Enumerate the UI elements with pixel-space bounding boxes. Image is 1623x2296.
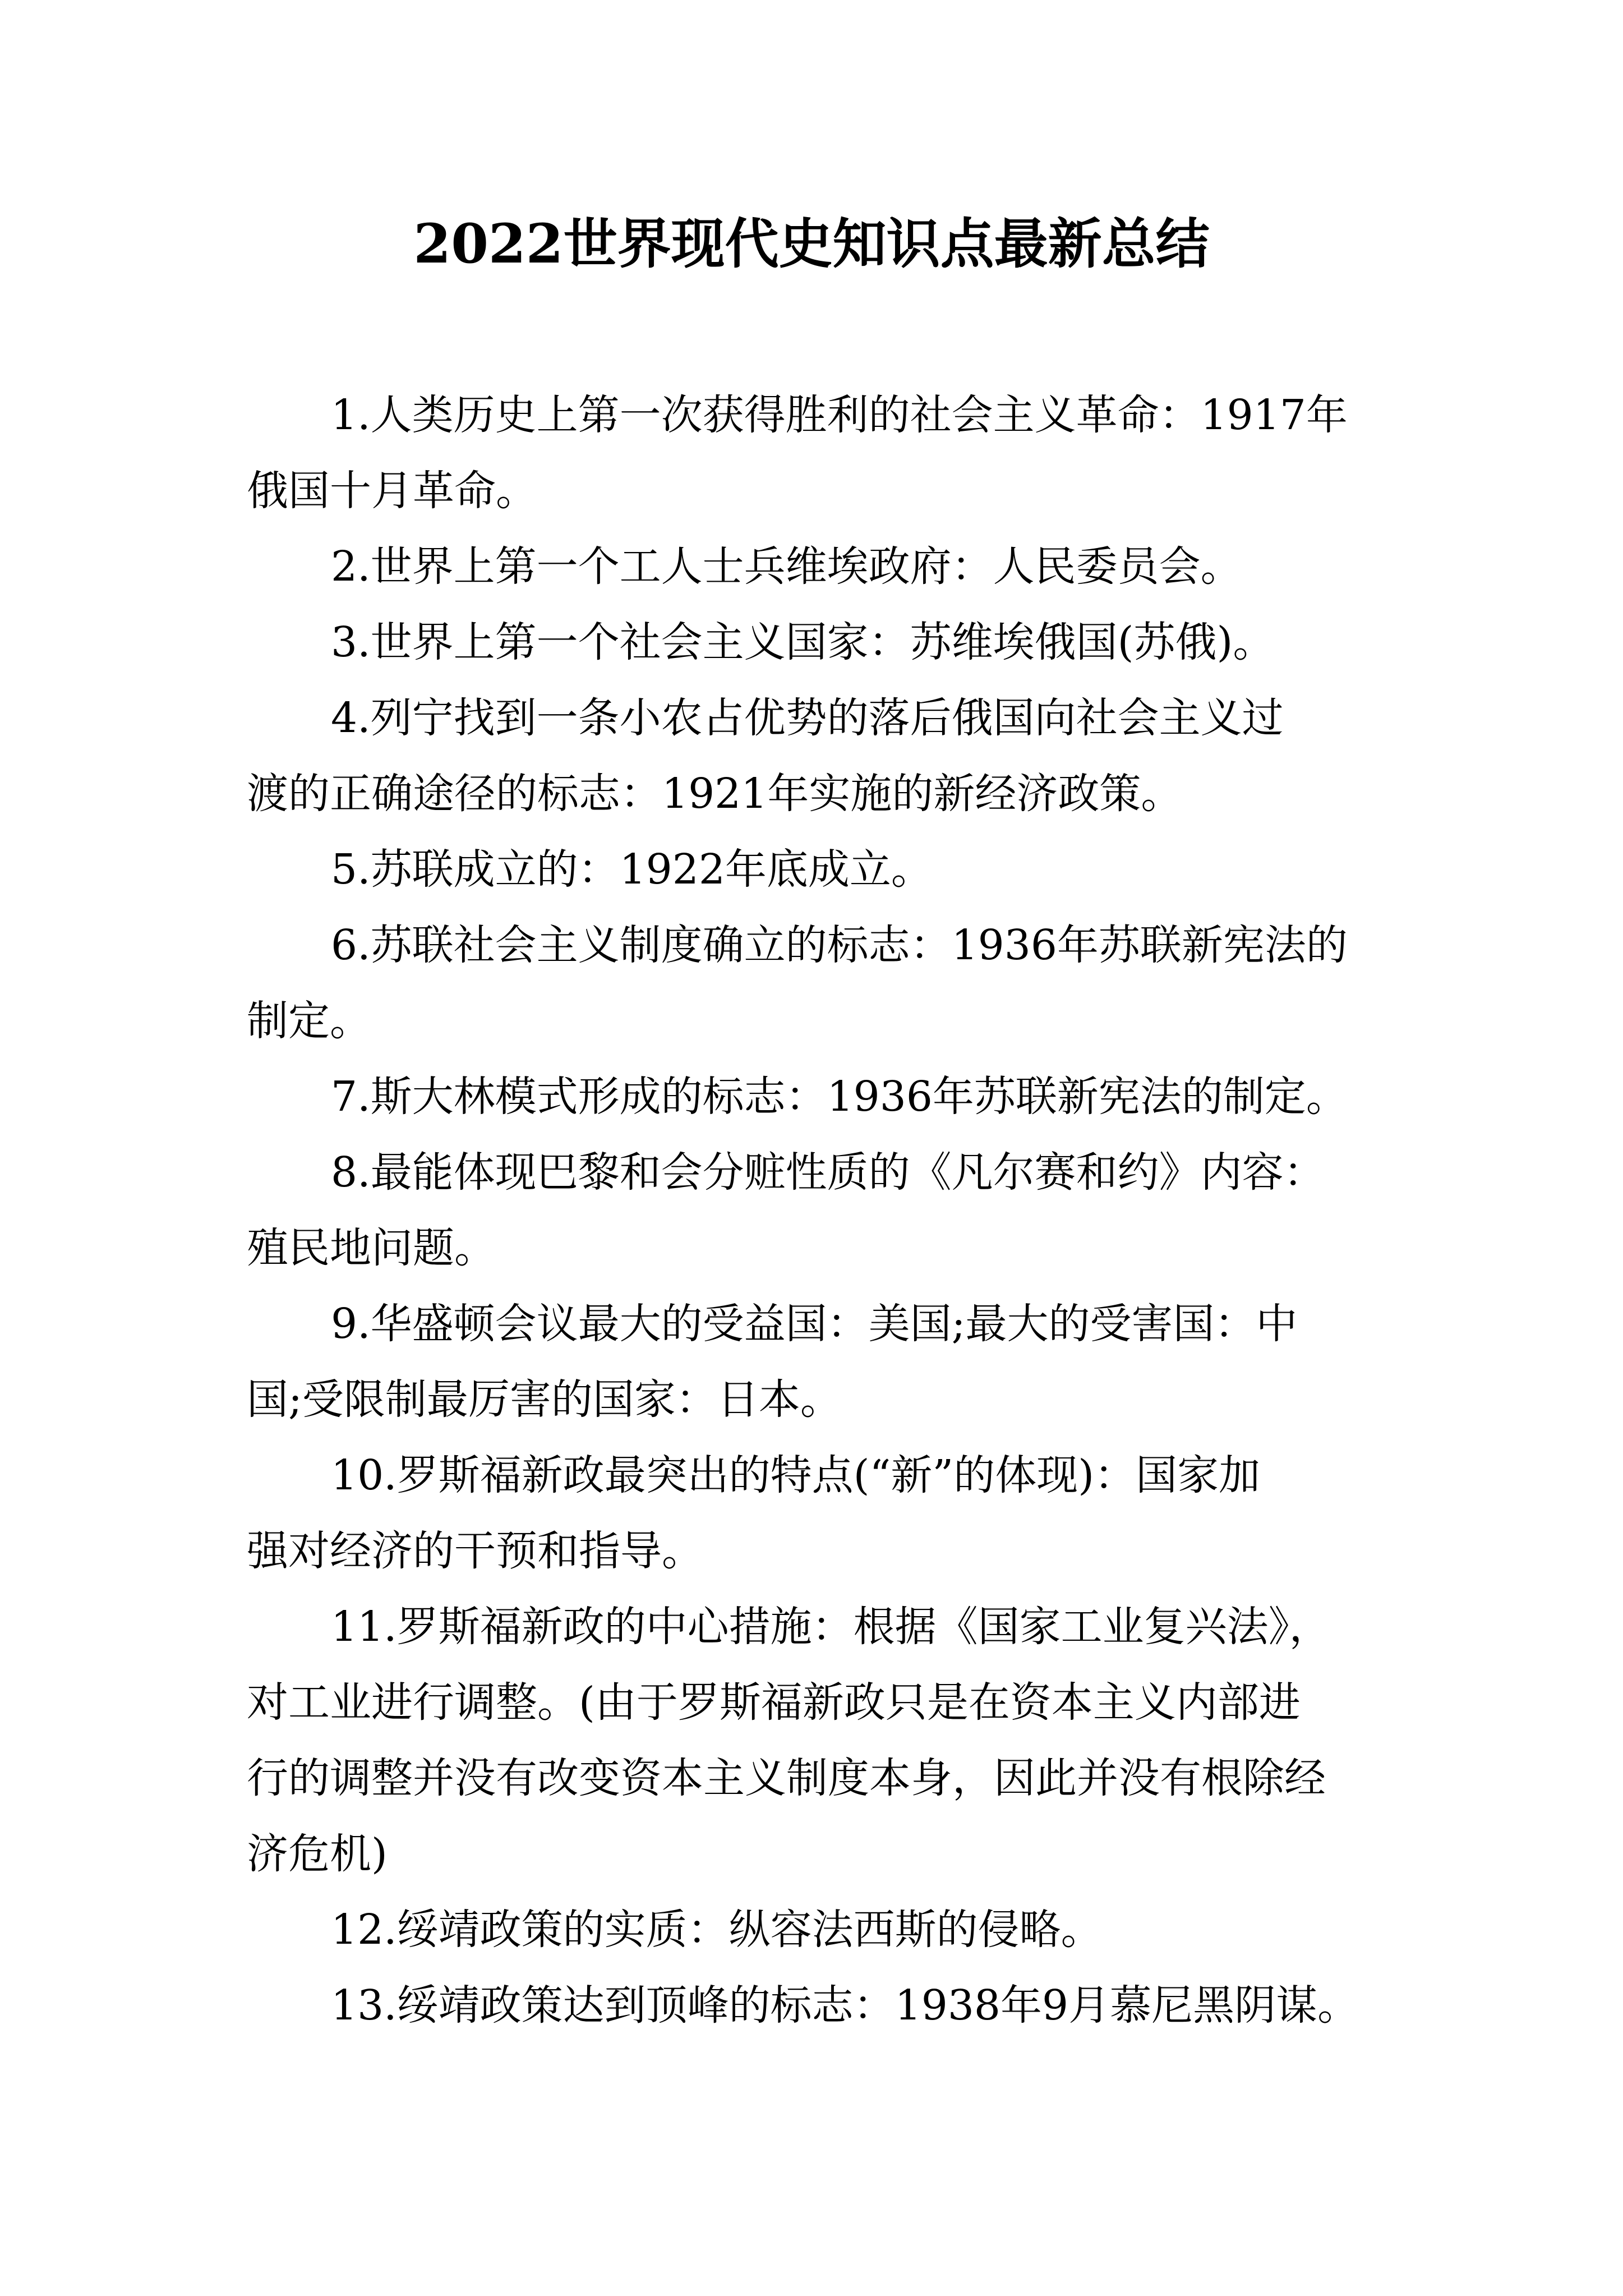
paragraph-10-line-1: 10.罗斯福新政最突出的特点(“新”的体现)：国家加 [331, 1451, 1261, 1499]
page-title: 2022世界现代史知识点最新总结 [413, 212, 1210, 275]
paragraph-7-line-1: 7.斯大林模式形成的标志：1936年苏联新宪法的制定。 [331, 1073, 1348, 1121]
paragraph-8-line-1: 8.最能体现巴黎和会分赃性质的《凡尔赛和约》内容： [331, 1148, 1325, 1197]
paragraph-6-line-1: 6.苏联社会主义制度确立的标志：1936年苏联新宪法的 [331, 921, 1348, 969]
paragraph-8-line-2: 殖民地问题。 [247, 1224, 496, 1272]
paragraph-11-line-2: 对工业进行调整。(由于罗斯福新政只是在资本主义内部进 [247, 1678, 1301, 1727]
paragraph-1-line-1: 1.人类历史上第一次获得胜利的社会主义革命：1917年 [331, 391, 1348, 439]
paragraph-2-line-1: 2.世界上第一个工人士兵维埃政府：人民委员会。 [331, 542, 1242, 591]
paragraph-11-line-3: 行的调整并没有改变资本主义制度本身，因此并没有根除经 [247, 1754, 1326, 1802]
paragraph-10-line-2: 强对经济的干预和指导。 [247, 1527, 703, 1575]
paragraph-11-line-4: 济危机) [247, 1830, 388, 1878]
paragraph-13-line-1: 13.绥靖政策达到顶峰的标志：1938年9月慕尼黑阴谋。 [331, 1981, 1359, 2030]
paragraph-11-line-1: 11.罗斯福新政的中心措施：根据《国家工业复兴法》， [331, 1603, 1331, 1651]
paragraph-12-line-1: 12.绥靖政策的实质：纵容法西斯的侵略。 [331, 1906, 1103, 1954]
paragraph-3-line-1: 3.世界上第一个社会主义国家：苏维埃俄国(苏俄)。 [331, 618, 1275, 666]
paragraph-5-line-1: 5.苏联成立的：1922年底成立。 [331, 845, 933, 894]
paragraph-9-line-2: 国;受限制最厉害的国家：日本。 [247, 1375, 842, 1424]
paragraph-9-line-1: 9.华盛顿会议最大的受益国：美国;最大的受害国：中 [331, 1300, 1298, 1348]
paragraph-1-line-2: 俄国十月革命。 [247, 467, 537, 515]
paragraph-4-line-2: 渡的正确途径的标志：1921年实施的新经济政策。 [247, 770, 1183, 818]
paragraph-6-line-2: 制定。 [247, 997, 371, 1045]
paragraph-4-line-1: 4.列宁找到一条小农占优势的落后俄国向社会主义过 [331, 694, 1284, 742]
